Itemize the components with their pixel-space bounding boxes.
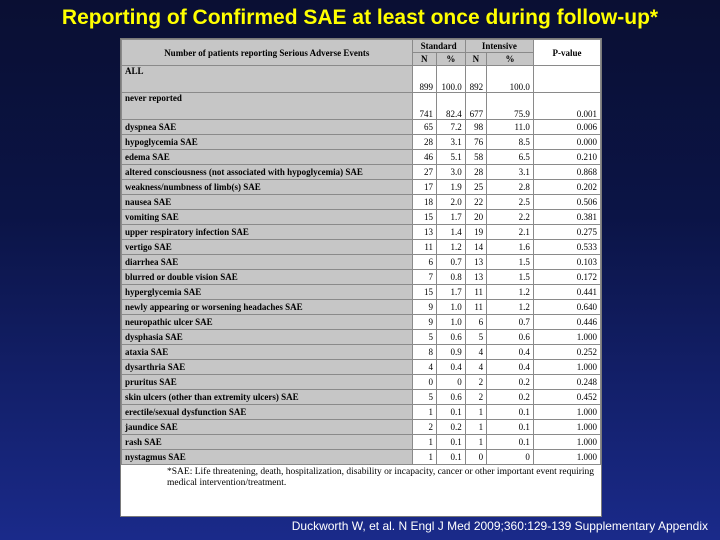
table-row [122,450,601,465]
row-label: blurred or double vision SAE [122,270,413,285]
pvalue-cell: 1.000 [533,450,600,465]
pvalue-cell: 1.000 [533,330,600,345]
row-label: rash SAE [122,435,413,450]
table-row [122,255,601,270]
row-label: dyspnea SAE [122,120,413,135]
pvalue-cell: 0.868 [533,165,600,180]
table-row [122,93,601,120]
intensive-n-cell: 20 [465,210,486,225]
row-label: nystagmus SAE [122,450,413,465]
table-header-label: Number of patients reporting Serious Adverse Events [122,40,413,66]
row-label: vomiting SAE [122,210,413,225]
sae-table [121,39,601,465]
intensive-pct-cell: 2.5 [487,195,534,210]
table-row [122,66,601,93]
table-row [122,360,601,375]
intensive-pct-cell: 100.0 [487,66,534,93]
row-label: altered consciousness (not associated with hypoglycemia) SAE [122,165,413,180]
intensive-n-cell: 2 [465,375,486,390]
intensive-pct-cell: 2.1 [487,225,534,240]
intensive-n-cell: 25 [465,180,486,195]
row-label: hyperglycemia SAE [122,285,413,300]
row-label: never reported [122,93,413,120]
intensive-pct-cell: 2.8 [487,180,534,195]
standard-n-cell: 4 [412,360,436,375]
intensive-n-cell: 6 [465,315,486,330]
intensive-n-cell: 4 [465,360,486,375]
intensive-pct-cell: 0.2 [487,390,534,405]
intensive-pct-cell: 0.7 [487,315,534,330]
table-row [122,405,601,420]
standard-n-cell: 1 [412,405,436,420]
standard-n-cell: 28 [412,135,436,150]
standard-pct-cell: 7.2 [437,120,466,135]
intensive-n-cell: 1 [465,405,486,420]
intensive-n-cell: 28 [465,165,486,180]
pvalue-cell: 0.006 [533,120,600,135]
intensive-pct-cell: 1.6 [487,240,534,255]
group-standard-header: Standard [412,40,465,53]
row-label: pruritus SAE [122,375,413,390]
intensive-pct-cell: 6.5 [487,150,534,165]
intensive-n-cell: 892 [465,66,486,93]
pvalue-cell: 0.000 [533,135,600,150]
standard-n-cell: 18 [412,195,436,210]
table-header-row [122,40,601,53]
intensive-pct-cell: 0.1 [487,420,534,435]
pvalue-cell: 0.640 [533,300,600,315]
pvalue-header: P-value [533,40,600,66]
table-row [122,150,601,165]
standard-pct-cell: 1.7 [437,285,466,300]
standard-pct-cell: 2.0 [437,195,466,210]
row-label: ALL [122,66,413,93]
pvalue-cell: 1.000 [533,405,600,420]
standard-pct-cell: 0.4 [437,360,466,375]
standard-n-cell: 899 [412,66,436,93]
intensive-pct-cell: 8.5 [487,135,534,150]
intensive-n-cell: 1 [465,420,486,435]
row-label: weakness/numbness of limb(s) SAE [122,180,413,195]
intensive-pct-cell: 1.5 [487,270,534,285]
standard-n-header: N [412,53,436,66]
group-intensive-header: Intensive [465,40,533,53]
standard-n-cell: 1 [412,435,436,450]
standard-pct-cell: 1.7 [437,210,466,225]
sae-footnote: *SAE: Life threatening, death, hospitalization, disability or incapacity, cancer or other important event requiring medical intervention/treatment. [167,467,595,488]
intensive-pct-cell: 0.4 [487,345,534,360]
pvalue-cell: 0.275 [533,225,600,240]
pvalue-cell: 0.252 [533,345,600,360]
standard-n-cell: 1 [412,450,436,465]
pvalue-cell: 0.210 [533,150,600,165]
standard-pct-cell: 1.9 [437,180,466,195]
intensive-pct-cell: 1.5 [487,255,534,270]
standard-pct-cell: 0.1 [437,405,466,420]
row-label: dysarthria SAE [122,360,413,375]
table-row [122,315,601,330]
intensive-pct-cell: 1.2 [487,300,534,315]
pvalue-cell: 0.172 [533,270,600,285]
citation: Duckworth W, et al. N Engl J Med 2009;360:129-139 Supplementary Appendix [291,519,708,533]
intensive-n-cell: 58 [465,150,486,165]
intensive-n-cell: 11 [465,285,486,300]
pvalue-cell: 0.506 [533,195,600,210]
standard-n-cell: 27 [412,165,436,180]
intensive-n-header: N [465,53,486,66]
standard-pct-cell: 0.1 [437,435,466,450]
table-row [122,285,601,300]
standard-pct-cell: 0.9 [437,345,466,360]
standard-n-cell: 15 [412,285,436,300]
standard-n-cell: 6 [412,255,436,270]
row-label: upper respiratory infection SAE [122,225,413,240]
intensive-n-cell: 13 [465,255,486,270]
pvalue-cell: 0.103 [533,255,600,270]
pvalue-cell: 0.381 [533,210,600,225]
intensive-pct-cell: 0.1 [487,405,534,420]
standard-pct-cell: 1.2 [437,240,466,255]
intensive-pct-cell: 75.9 [487,93,534,120]
intensive-pct-cell: 11.0 [487,120,534,135]
table-row [122,240,601,255]
pvalue-cell: 0.452 [533,390,600,405]
intensive-pct-cell: 0.4 [487,360,534,375]
standard-pct-cell: 100.0 [437,66,466,93]
intensive-pct-cell: 0.1 [487,435,534,450]
row-label: edema SAE [122,150,413,165]
standard-n-cell: 9 [412,300,436,315]
row-label: jaundice SAE [122,420,413,435]
table-row [122,300,601,315]
standard-pct-cell: 0.6 [437,330,466,345]
table-row [122,210,601,225]
pvalue-cell: 0.446 [533,315,600,330]
pvalue-cell: 0.248 [533,375,600,390]
intensive-pct-cell: 0.2 [487,375,534,390]
standard-pct-cell: 1.0 [437,315,466,330]
pvalue-cell: 0.441 [533,285,600,300]
row-label: newly appearing or worsening headaches SAE [122,300,413,315]
table-body [122,66,601,465]
standard-n-cell: 0 [412,375,436,390]
intensive-n-cell: 76 [465,135,486,150]
table-row [122,375,601,390]
intensive-pct-cell: 2.2 [487,210,534,225]
standard-pct-cell: 0 [437,375,466,390]
table-row [122,270,601,285]
intensive-n-cell: 677 [465,93,486,120]
pvalue-cell [533,66,600,93]
row-label: ataxia SAE [122,345,413,360]
pvalue-cell: 0.001 [533,93,600,120]
pvalue-cell: 1.000 [533,360,600,375]
table-row [122,330,601,345]
standard-pct-cell: 0.6 [437,390,466,405]
intensive-n-cell: 4 [465,345,486,360]
standard-pct-cell: 1.4 [437,225,466,240]
row-label: erectile/sexual dysfunction SAE [122,405,413,420]
standard-n-cell: 5 [412,330,436,345]
standard-n-cell: 5 [412,390,436,405]
intensive-n-cell: 13 [465,270,486,285]
table-row [122,225,601,240]
standard-pct-cell: 0.8 [437,270,466,285]
table-row [122,180,601,195]
table-row [122,195,601,210]
intensive-n-cell: 1 [465,435,486,450]
standard-pct-cell: 5.1 [437,150,466,165]
standard-n-cell: 741 [412,93,436,120]
intensive-n-cell: 14 [465,240,486,255]
pvalue-cell: 1.000 [533,420,600,435]
table-row [122,135,601,150]
slide-title: Reporting of Confirmed SAE at least once during follow-up* [61,6,659,29]
standard-pct-cell: 0.7 [437,255,466,270]
standard-n-cell: 9 [412,315,436,330]
table-row [122,120,601,135]
intensive-pct-cell: 0.6 [487,330,534,345]
intensive-pct-cell: 0 [487,450,534,465]
intensive-pct-cell: 1.2 [487,285,534,300]
standard-n-cell: 2 [412,420,436,435]
table-row [122,165,601,180]
table-row [122,390,601,405]
intensive-n-cell: 22 [465,195,486,210]
standard-n-cell: 17 [412,180,436,195]
intensive-n-cell: 5 [465,330,486,345]
pvalue-cell: 0.202 [533,180,600,195]
standard-n-cell: 8 [412,345,436,360]
row-label: neuropathic ulcer SAE [122,315,413,330]
standard-n-cell: 7 [412,270,436,285]
standard-pct-cell: 3.0 [437,165,466,180]
standard-n-cell: 65 [412,120,436,135]
row-label: nausea SAE [122,195,413,210]
intensive-pct-cell: 3.1 [487,165,534,180]
intensive-n-cell: 19 [465,225,486,240]
intensive-n-cell: 98 [465,120,486,135]
standard-n-cell: 11 [412,240,436,255]
intensive-n-cell: 0 [465,450,486,465]
row-label: skin ulcers (other than extremity ulcers) SAE [122,390,413,405]
row-label: dysphasia SAE [122,330,413,345]
standard-n-cell: 13 [412,225,436,240]
pvalue-cell: 0.533 [533,240,600,255]
row-label: diarrhea SAE [122,255,413,270]
table-row [122,435,601,450]
table-row [122,420,601,435]
intensive-n-cell: 2 [465,390,486,405]
sae-table-panel [120,38,602,517]
standard-pct-cell: 3.1 [437,135,466,150]
standard-n-cell: 15 [412,210,436,225]
row-label: vertigo SAE [122,240,413,255]
standard-n-cell: 46 [412,150,436,165]
row-label: hypoglycemia SAE [122,135,413,150]
standard-pct-header: % [437,53,466,66]
pvalue-cell: 1.000 [533,435,600,450]
intensive-n-cell: 11 [465,300,486,315]
standard-pct-cell: 82.4 [437,93,466,120]
standard-pct-cell: 1.0 [437,300,466,315]
standard-pct-cell: 0.2 [437,420,466,435]
intensive-pct-header: % [487,53,534,66]
table-row [122,345,601,360]
standard-pct-cell: 0.1 [437,450,466,465]
